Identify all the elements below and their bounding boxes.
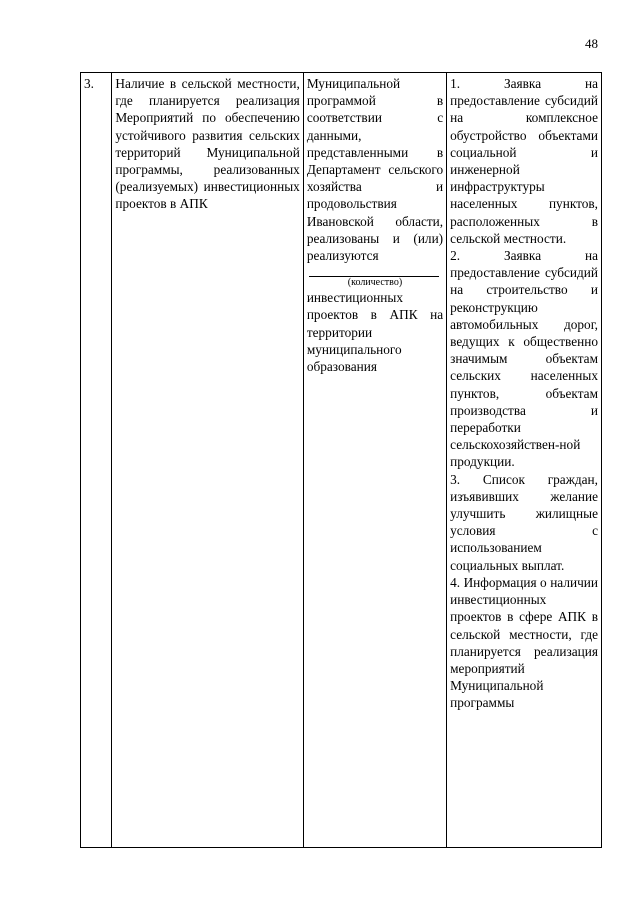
source-text-after: инвестиционных проектов в АПК на территории муниципального образования [306,290,444,375]
blank-caption: (количество) [347,277,403,289]
fill-in-blank-line [309,266,439,277]
table-row [81,73,602,848]
page-number: 48 [585,36,598,51]
indicator-table [80,72,602,848]
source-cell [303,73,446,848]
source-text-before: Муниципальной программой в соответствии с данными, представленными в Департамент сельского хозяйства и продовольствия Ивановской области, реализованы и (или) реализуются [306,76,444,264]
document-item-1: 1. Заявка на предоставление субсидий на комплексное обустройство объектами социальной и инженерной инфраструктуры населенных пунктов, расположенных в сельской местности. [450,76,598,246]
row-number: 3. [84,76,94,91]
document-item-4: 4. Информация о наличии инвестиционных проектов в сфере АПК в сельской местности, где планируется реализация мероприятий Муниципальной программы [450,574,598,711]
row-number-cell [81,73,112,848]
document-item-2: 2. Заявка на предоставление субсидий на строительство и реконструкцию автомобильных дорог, ведущих к общественно значимым объектам сельских населенных пунктов, объектам производства и переработки сельскохозяйствен-ной продукции. [450,248,598,470]
indicator-cell [112,73,303,848]
document-item-3: 3. Список граждан, изъявивших желание улучшить жилищные условия с использованием социальных выплат. [450,471,598,573]
indicator-text: Наличие в сельской местности, где планируется реализация Мероприятий по обеспечению устойчивого развития сельских территорий Муниципальной программы, реализованных (реализуемых) инвестиционных проектов в АПК [115,76,300,212]
documents-cell [447,73,602,848]
